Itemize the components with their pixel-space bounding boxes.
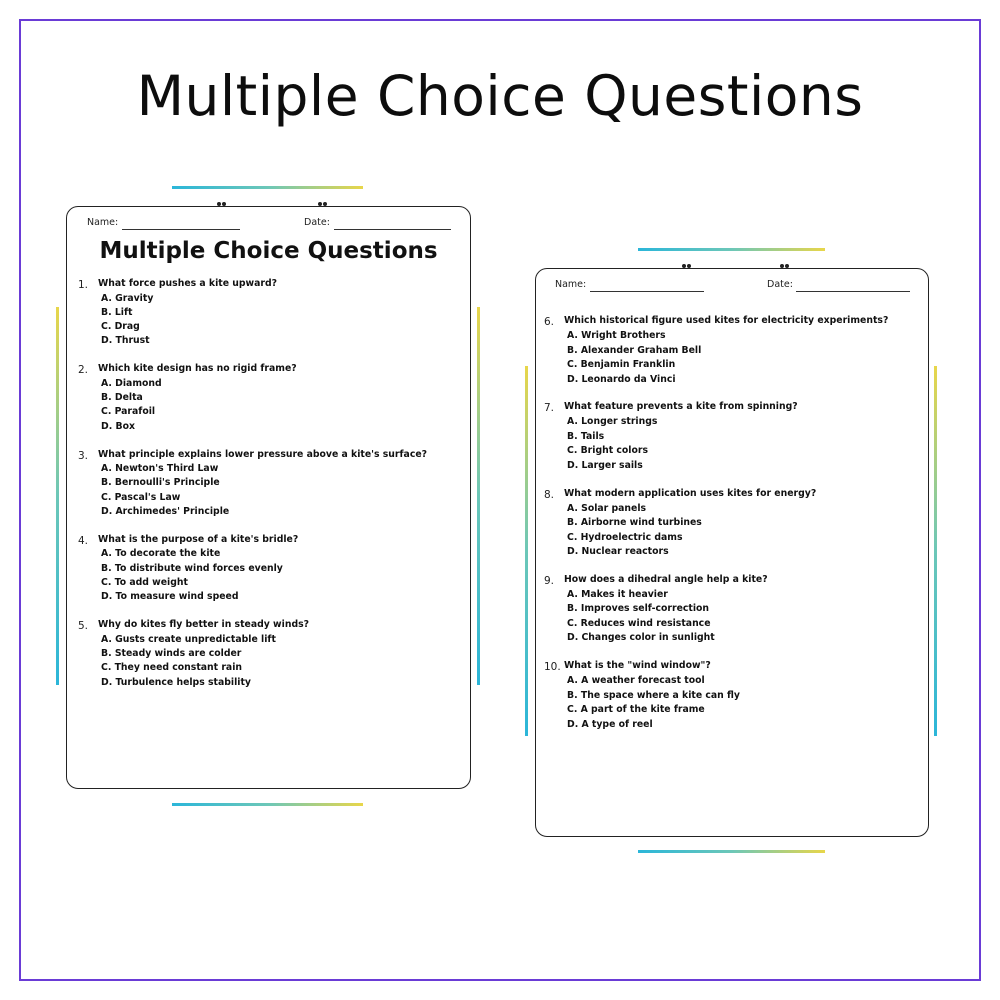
accent-line <box>56 307 59 685</box>
question-text: What is the purpose of a kite's bridle? <box>98 533 299 545</box>
question-text: How does a dihedral angle help a kite? <box>564 573 768 585</box>
answer-option[interactable]: A. Wright Brothers <box>567 330 666 341</box>
answer-option[interactable]: B. To distribute wind forces evenly <box>101 562 283 574</box>
name-field[interactable] <box>122 229 240 230</box>
answer-option[interactable]: D. Archimedes' Principle <box>101 505 230 517</box>
answer-option[interactable]: A. Gusts create unpredictable lift <box>101 633 276 645</box>
question-text: What force pushes a kite upward? <box>98 278 278 289</box>
binder-clip-icon <box>318 202 327 207</box>
question-number: 2. <box>78 364 89 377</box>
header-row <box>536 279 928 295</box>
answer-option[interactable]: A. A weather forecast tool <box>567 675 705 687</box>
name-label: Name: <box>555 279 587 290</box>
header-row <box>67 217 470 233</box>
date-field[interactable] <box>334 229 451 230</box>
answer-option[interactable]: A. Newton's Third Law <box>101 463 219 475</box>
accent-line <box>477 307 480 685</box>
question-text: What is the "wind window"? <box>564 660 711 672</box>
accent-line <box>638 850 825 853</box>
question-item <box>544 575 904 647</box>
question-number: 9. <box>544 574 555 587</box>
answer-option[interactable]: C. Pascal's Law <box>101 491 181 503</box>
answer-option[interactable]: C. To add weight <box>101 576 188 588</box>
name-label: Name: <box>87 217 119 228</box>
question-text: Which kite design has no rigid frame? <box>98 363 297 375</box>
answer-option[interactable]: A. To decorate the kite <box>101 548 221 560</box>
answer-option[interactable]: B. Airborne wind turbines <box>567 517 702 529</box>
answer-option[interactable]: D. Nuclear reactors <box>567 546 669 558</box>
answer-option[interactable]: C. Benjamin Franklin <box>567 359 676 370</box>
binder-clip-icon <box>217 202 226 207</box>
question-item <box>78 364 438 435</box>
question-number: 3. <box>78 449 89 462</box>
question-item <box>78 279 438 350</box>
accent-line <box>638 248 825 251</box>
date-field[interactable] <box>796 291 910 292</box>
answer-option[interactable]: B. The space where a kite can fly <box>567 689 740 701</box>
question-number: 1. <box>78 279 89 291</box>
binder-clip-icon <box>780 264 789 269</box>
answer-option[interactable]: A. Gravity <box>101 292 154 304</box>
answer-option[interactable]: C. Hydroelectric dams <box>567 531 683 543</box>
question-text: What modern application uses kites for energy? <box>564 487 817 499</box>
question-item <box>78 450 438 521</box>
date-label: Date: <box>767 279 793 290</box>
worksheet-title: Multiple Choice Questions <box>99 238 438 264</box>
answer-option[interactable]: C. Drag <box>101 321 140 333</box>
answer-option[interactable]: A. Longer strings <box>567 416 658 428</box>
answer-option[interactable]: A. Makes it heavier <box>567 588 668 600</box>
answer-option[interactable]: A. Solar panels <box>567 502 647 514</box>
answer-option[interactable]: D. Box <box>101 420 135 432</box>
answer-option[interactable]: D. Larger sails <box>567 459 643 471</box>
answer-option[interactable]: D. Turbulence helps stability <box>101 676 251 688</box>
worksheet-page-1 <box>66 206 471 789</box>
answer-option[interactable]: B. Lift <box>101 306 133 318</box>
answer-option[interactable]: B. Tails <box>567 430 605 442</box>
question-item <box>544 661 904 733</box>
accent-line <box>172 186 363 189</box>
answer-option[interactable]: D. To measure wind speed <box>101 591 239 603</box>
answer-option[interactable]: D. Leonardo da Vinci <box>567 373 676 385</box>
worksheet-page-2 <box>535 268 929 837</box>
question-text: Which historical figure used kites for electricity experiments? <box>564 315 889 326</box>
accent-line <box>934 366 937 736</box>
page-title: Multiple Choice Questions <box>136 64 864 128</box>
question-item <box>78 535 438 606</box>
answer-option[interactable]: C. Reduces wind resistance <box>567 617 711 629</box>
question-number: 6. <box>544 316 555 328</box>
answer-option[interactable]: D. Changes color in sunlight <box>567 632 715 644</box>
binder-clip-icon <box>682 264 691 269</box>
answer-option[interactable]: C. A part of the kite frame <box>567 704 705 716</box>
answer-option[interactable]: B. Bernoulli's Principle <box>101 477 220 489</box>
question-number: 8. <box>544 488 555 501</box>
question-item <box>78 620 438 691</box>
question-item <box>544 489 904 561</box>
question-number: 7. <box>544 402 555 415</box>
answer-option[interactable]: D. A type of reel <box>567 718 653 730</box>
answer-option[interactable]: B. Alexander Graham Bell <box>567 344 702 356</box>
answer-option[interactable]: C. Bright colors <box>567 445 648 457</box>
question-number: 5. <box>78 620 89 633</box>
answer-option[interactable]: B. Improves self-correction <box>567 603 710 615</box>
answer-option[interactable]: C. Parafoil <box>101 406 156 418</box>
date-label: Date: <box>304 217 330 228</box>
answer-option[interactable]: C. They need constant rain <box>101 662 243 674</box>
accent-line <box>525 366 528 736</box>
question-text: What feature prevents a kite from spinning? <box>564 401 798 413</box>
question-number: 4. <box>78 534 89 547</box>
question-text: What principle explains lower pressure above a kite's surface? <box>98 448 428 460</box>
name-field[interactable] <box>590 291 704 292</box>
accent-line <box>172 803 363 806</box>
question-item <box>544 316 904 388</box>
question-item <box>544 402 904 474</box>
question-text: Why do kites fly better in steady winds? <box>98 619 310 631</box>
answer-option[interactable]: B. Steady winds are colder <box>101 647 242 659</box>
answer-option[interactable]: A. Diamond <box>101 377 162 389</box>
question-number: 10. <box>544 661 561 674</box>
answer-option[interactable]: D. Thrust <box>101 335 150 347</box>
answer-option[interactable]: B. Delta <box>101 392 143 404</box>
